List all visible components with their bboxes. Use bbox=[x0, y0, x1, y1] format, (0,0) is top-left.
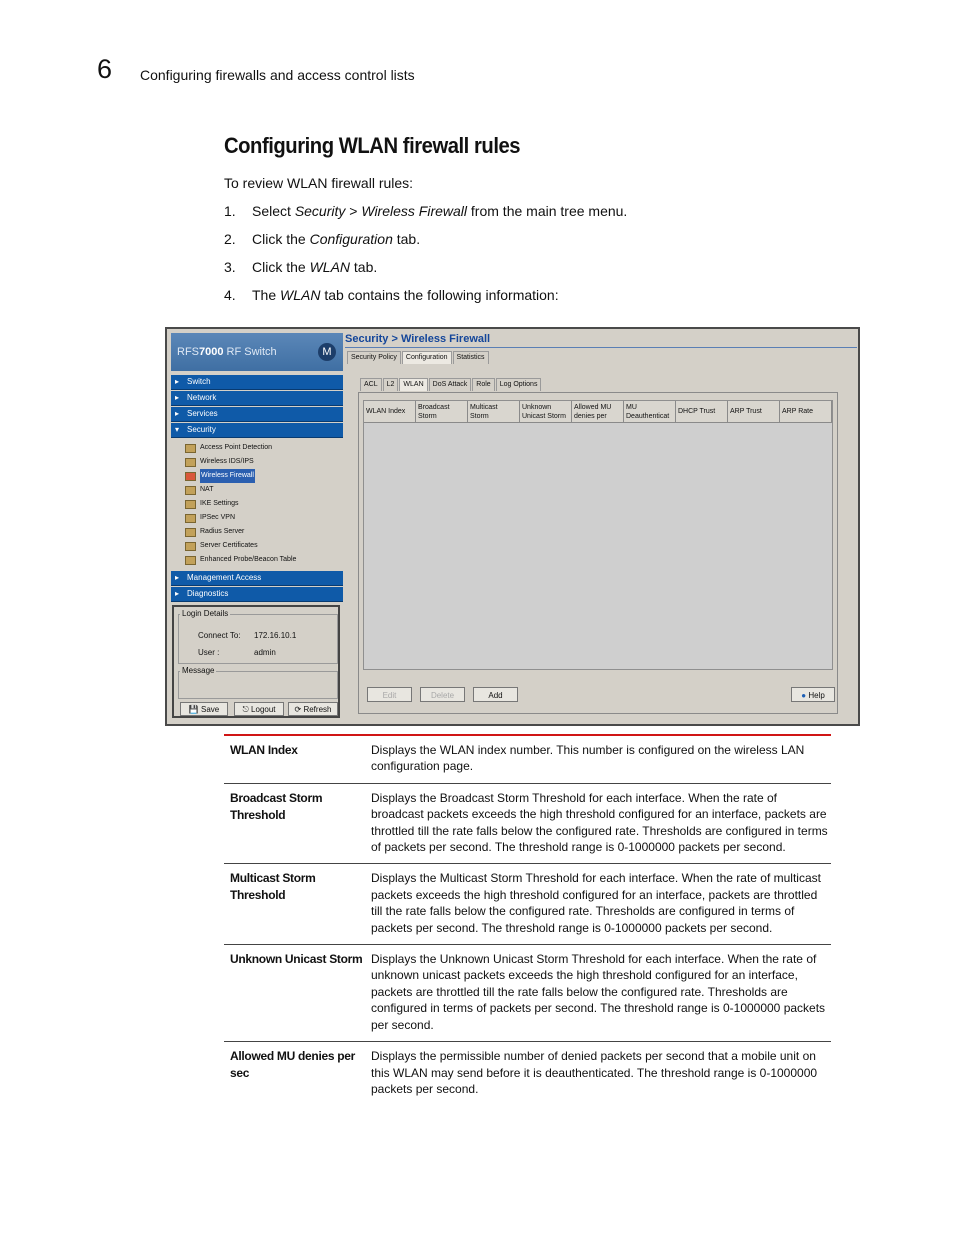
chevron-right-icon: ▸ bbox=[175, 409, 180, 418]
sub-tabs bbox=[360, 378, 542, 391]
table-row bbox=[224, 864, 831, 945]
probe-icon bbox=[185, 556, 196, 565]
refresh-icon: ⟳ bbox=[294, 705, 302, 714]
col-dhcp-trust[interactable]: DHCP Trust bbox=[676, 401, 728, 423]
tree-item-ike-settings[interactable]: IKE Settings bbox=[185, 497, 341, 511]
col-multicast-storm[interactable]: Multicast Storm bbox=[468, 401, 520, 423]
col-arp-trust[interactable]: ARP Trust bbox=[728, 401, 780, 423]
nat-icon bbox=[185, 486, 196, 495]
nav-diagnostics[interactable]: ▸ Diagnostics bbox=[171, 587, 343, 602]
tree-item-wireless-firewall[interactable]: Wireless Firewall bbox=[185, 469, 341, 483]
col-arp-rate[interactable]: ARP Rate bbox=[780, 401, 832, 423]
chevron-right-icon: ▸ bbox=[175, 589, 180, 598]
table-row bbox=[224, 1042, 831, 1105]
tab-security-policy[interactable]: Security Policy bbox=[347, 351, 401, 364]
table-row bbox=[224, 736, 831, 784]
nav-management-access[interactable]: ▸ Management Access bbox=[171, 571, 343, 586]
tree-item-enhanced-probe[interactable]: Enhanced Probe/Beacon Table bbox=[185, 553, 341, 567]
ap-detection-icon bbox=[185, 444, 196, 453]
step-item: 3. Click the WLAN tab. bbox=[224, 259, 378, 275]
nav-network[interactable]: ▸ Network bbox=[171, 391, 343, 406]
save-icon: 💾 bbox=[188, 705, 199, 714]
delete-button[interactable]: Delete bbox=[420, 687, 465, 702]
description-cell: Displays the Broadcast Storm Threshold for each interface. When the rate of broadcast packets exceeds the high threshold configured for an interface, packets are throttled till the rate falls below the configured rate. Thresholds are configured in terms of packets per second. The threshold range is 0-1000000 packets per second. bbox=[371, 790, 828, 855]
chevron-down-icon: ▾ bbox=[175, 425, 180, 434]
login-details-panel bbox=[172, 605, 340, 718]
tree-item-wireless-ids[interactable]: Wireless IDS/IPS bbox=[185, 455, 341, 469]
ui-screenshot bbox=[165, 327, 860, 726]
user-label: User : bbox=[198, 648, 220, 657]
description-cell: Displays the permissible number of denied packets per second that a mobile unit on this WLAN may send before it is deauthenticated. The threshold range is 0-1000000 packets per second. bbox=[371, 1049, 818, 1096]
tree-item-server-certificates[interactable]: Server Certificates bbox=[185, 539, 341, 553]
certificate-icon bbox=[185, 542, 196, 551]
nav-services[interactable]: ▸ Services bbox=[171, 407, 343, 422]
col-allowed-mu-denies[interactable]: Allowed MU denies per bbox=[572, 401, 624, 423]
term-cell: Allowed MU denies per sec bbox=[230, 1049, 356, 1081]
tab-acl[interactable]: ACL bbox=[360, 378, 382, 391]
description-cell: Displays the Multicast Storm Threshold for each interface. When the rate of multicast packets exceeds the high threshold configured for an interface, packets are throttled till the rate falls below the configured rate. Thresholds are configured in terms of packets per second. The threshold range is 0-1000000 packets per second. bbox=[371, 871, 821, 935]
firewall-icon bbox=[185, 472, 196, 481]
tab-statistics[interactable]: Statistics bbox=[453, 351, 489, 364]
tree-item-nat[interactable]: NAT bbox=[185, 483, 341, 497]
server-icon bbox=[185, 528, 196, 537]
step-item: 1. Select Security > Wireless Firewall from the main tree menu. bbox=[224, 203, 628, 219]
security-tree bbox=[173, 441, 341, 567]
step-item: 2. Click the Configuration tab. bbox=[224, 231, 421, 247]
section-title: Configuring WLAN firewall rules bbox=[224, 133, 521, 158]
top-tabs bbox=[347, 351, 490, 364]
breadcrumb-title: Security > Wireless Firewall bbox=[345, 333, 857, 348]
tree-item-ipsec-vpn[interactable]: IPSec VPN bbox=[185, 511, 341, 525]
step-item: 4. The WLAN tab contains the following information: bbox=[224, 287, 559, 303]
chevron-right-icon: ▸ bbox=[175, 573, 180, 582]
help-icon: ● bbox=[801, 691, 807, 700]
term-cell: WLAN Index bbox=[230, 743, 298, 757]
nav-switch[interactable]: ▸ Switch bbox=[171, 375, 343, 390]
tab-wlan[interactable]: WLAN bbox=[399, 378, 427, 391]
col-wlan-index[interactable]: WLAN Index bbox=[364, 401, 416, 423]
table-row bbox=[224, 784, 831, 865]
term-cell: Multicast Storm Threshold bbox=[230, 871, 316, 903]
add-button[interactable]: Add bbox=[473, 687, 518, 702]
help-button[interactable]: ● Help bbox=[791, 687, 835, 702]
tab-role[interactable]: Role bbox=[472, 378, 494, 391]
tab-dos-attack[interactable]: DoS Attack bbox=[429, 378, 472, 391]
save-button[interactable]: 💾 Save bbox=[180, 702, 228, 716]
tab-log-options[interactable]: Log Options bbox=[496, 378, 542, 391]
login-details-legend: Login Details bbox=[182, 609, 229, 618]
chevron-right-icon: ▸ bbox=[175, 393, 180, 402]
edit-button[interactable]: Edit bbox=[367, 687, 412, 702]
col-unknown-unicast-storm[interactable]: Unknown Unicast Storm bbox=[520, 401, 572, 423]
chapter-title: Configuring firewalls and access control lists bbox=[140, 67, 415, 83]
table-row bbox=[224, 945, 831, 1042]
nav-security[interactable]: ▾ Security bbox=[171, 423, 343, 438]
ids-icon bbox=[185, 458, 196, 467]
field-definitions-table bbox=[224, 734, 831, 1105]
chapter-number: 6 bbox=[97, 54, 113, 84]
tab-configuration[interactable]: Configuration bbox=[402, 351, 452, 364]
lock-icon bbox=[185, 500, 196, 509]
term-cell: Broadcast Storm Threshold bbox=[230, 790, 323, 822]
logout-icon: ⎋ bbox=[242, 705, 249, 714]
wlan-rules-table[interactable] bbox=[363, 400, 833, 670]
left-pane bbox=[170, 332, 344, 722]
tree-item-radius-server[interactable]: Radius Server bbox=[185, 525, 341, 539]
logout-button[interactable]: ⎋ Logout bbox=[234, 702, 284, 716]
col-mu-deauthenticate[interactable]: MU Deauthenticat bbox=[624, 401, 676, 423]
tree-item-access-point-detection[interactable]: Access Point Detection bbox=[185, 441, 341, 455]
refresh-button[interactable]: ⟳ Refresh bbox=[288, 702, 338, 716]
message-legend: Message bbox=[182, 666, 215, 675]
brand-header: RFS7000 RF Switch M bbox=[171, 333, 343, 371]
chevron-right-icon: ▸ bbox=[175, 377, 180, 386]
motorola-logo-icon: M bbox=[318, 343, 336, 361]
connect-to-value: 172.16.10.1 bbox=[254, 631, 297, 640]
col-broadcast-storm[interactable]: Broadcast Storm bbox=[416, 401, 468, 423]
right-pane bbox=[345, 332, 857, 722]
term-cell: Unknown Unicast Storm bbox=[230, 952, 363, 967]
intro-text: To review WLAN firewall rules: bbox=[224, 175, 414, 191]
steps-list bbox=[224, 203, 627, 315]
connect-to-label: Connect To: bbox=[198, 631, 241, 640]
description-cell: Displays the WLAN index number. This number is configured on the wireless LAN configuration page. bbox=[371, 743, 805, 774]
description-cell: Displays the Unknown Unicast Storm Threshold for each interface. When the rate of unknown unicast packets exceeds the high threshold configured for an interface, packets are throttled till the rate falls below the configured rate. Thresholds are configured in terms of packets per second. The threshold range is 0-1000000 packets per second. bbox=[371, 952, 826, 1032]
user-value: admin bbox=[254, 648, 276, 657]
vpn-icon bbox=[185, 514, 196, 523]
tab-l2[interactable]: L2 bbox=[383, 378, 399, 391]
